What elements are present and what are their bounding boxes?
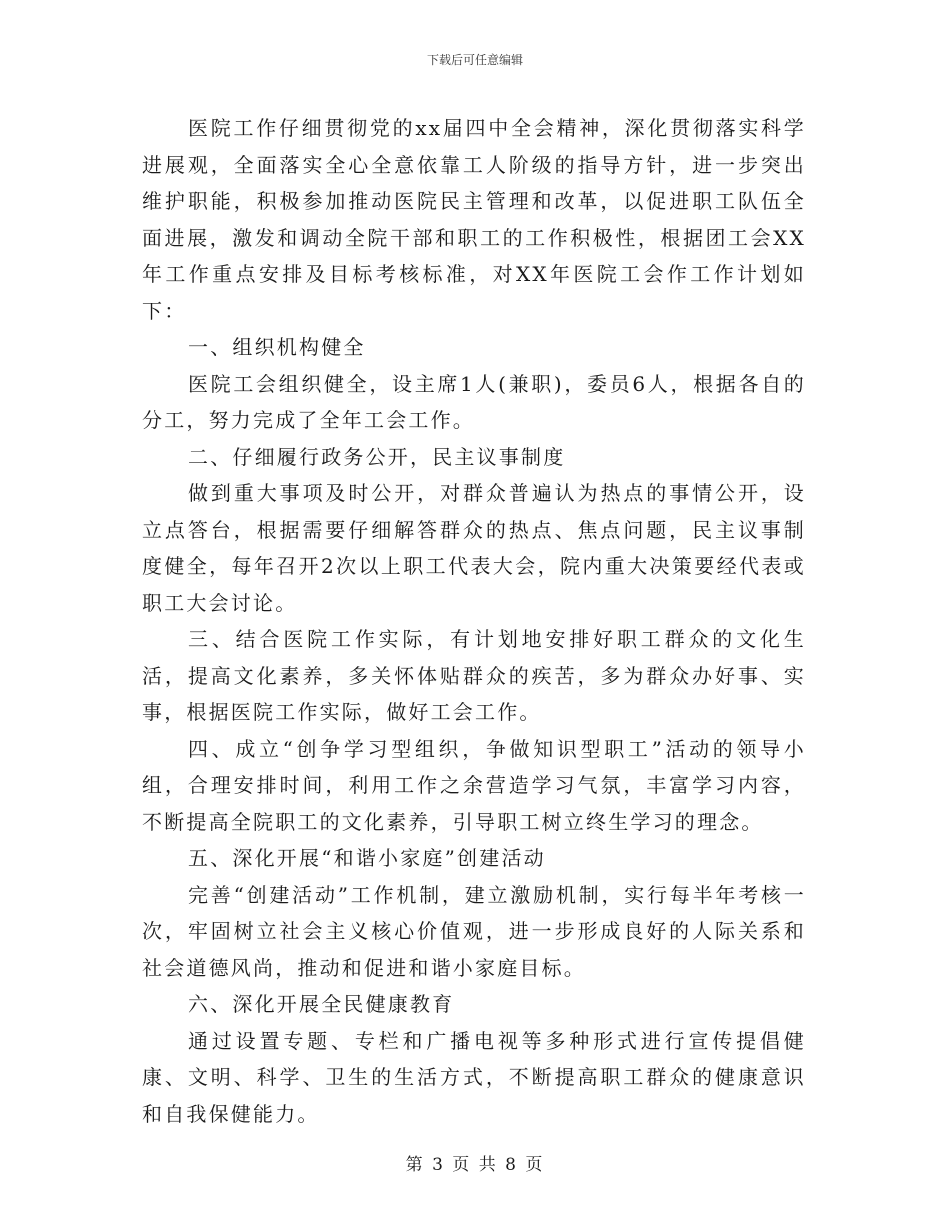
page-number: 第 3 页 共 8 页 [405,1155,545,1175]
page-header: 下载后可任意编辑 [426,53,523,67]
body-paragraph: 做到重大事项及时公开，对群众普遍认为热点的事情公开，设立点答台，根据需要仔细解答群众的热点、焦点问题，民主议事制度健全，每年召开2次以上职工代表大会，院内重大决策要经代表或职工大会讨论。 [142,481,806,615]
section-heading-organization: 一、组织机构健全 [188,335,366,359]
section-paragraph-culture: 三、结合医院工作实际，有计划地安排好职工群众的文化生活，提高文化素养，多关怀体贴群众的疾苦，多为群众办好事、实事，根据医院工作实际，做好工会工作。 [142,627,806,724]
intro-paragraph: 医院工作仔细贯彻党的xx届四中全会精神，深化贯彻落实科学进展观，全面落实全心全意依靠工人阶级的指导方针，进一步突出维护职能，积极参加推动医院民主管理和改革，以促进职工队伍全面进展，激发和调动全院干部和职工的工作积极性，根据团工会XX年工作重点安排及目标考核标准，对XX年医院工会作工作计划如下： [142,116,806,323]
section-paragraph-learning: 四、成立“创争学习型组织，争做知识型职工”活动的领导小组，合理安排时间，利用工作之余营造学习气氛，丰富学习内容，不断提高全院职工的文化素养，引导职工树立终生学习的理念。 [142,736,806,834]
document-body [142,110,806,1132]
section-heading-health: 六、深化开展全民健康教育 [188,992,455,1016]
body-paragraph: 医院工会组织健全，设主席1人(兼职)，委员6人，根据各自的分工，努力完成了全年工会工作。 [142,371,806,432]
body-paragraph: 完善“创建活动”工作机制，建立激励机制，实行每半年考核一次，牢固树立社会主义核心价值观，进一步形成良好的人际关系和社会道德风尚，推动和促进和谐小家庭目标。 [142,882,806,980]
section-heading-transparency: 二、仔细履行政务公开，民主议事制度 [188,444,566,469]
section-heading-family: 五、深化开展“和谐小家庭”创建活动 [188,846,546,870]
body-paragraph: 通过设置专题、专栏和广播电视等多种形式进行宣传提倡健康、文明、科学、卫生的生活方式，不断提高职工群众的健康意识和自我保健能力。 [142,1028,806,1126]
